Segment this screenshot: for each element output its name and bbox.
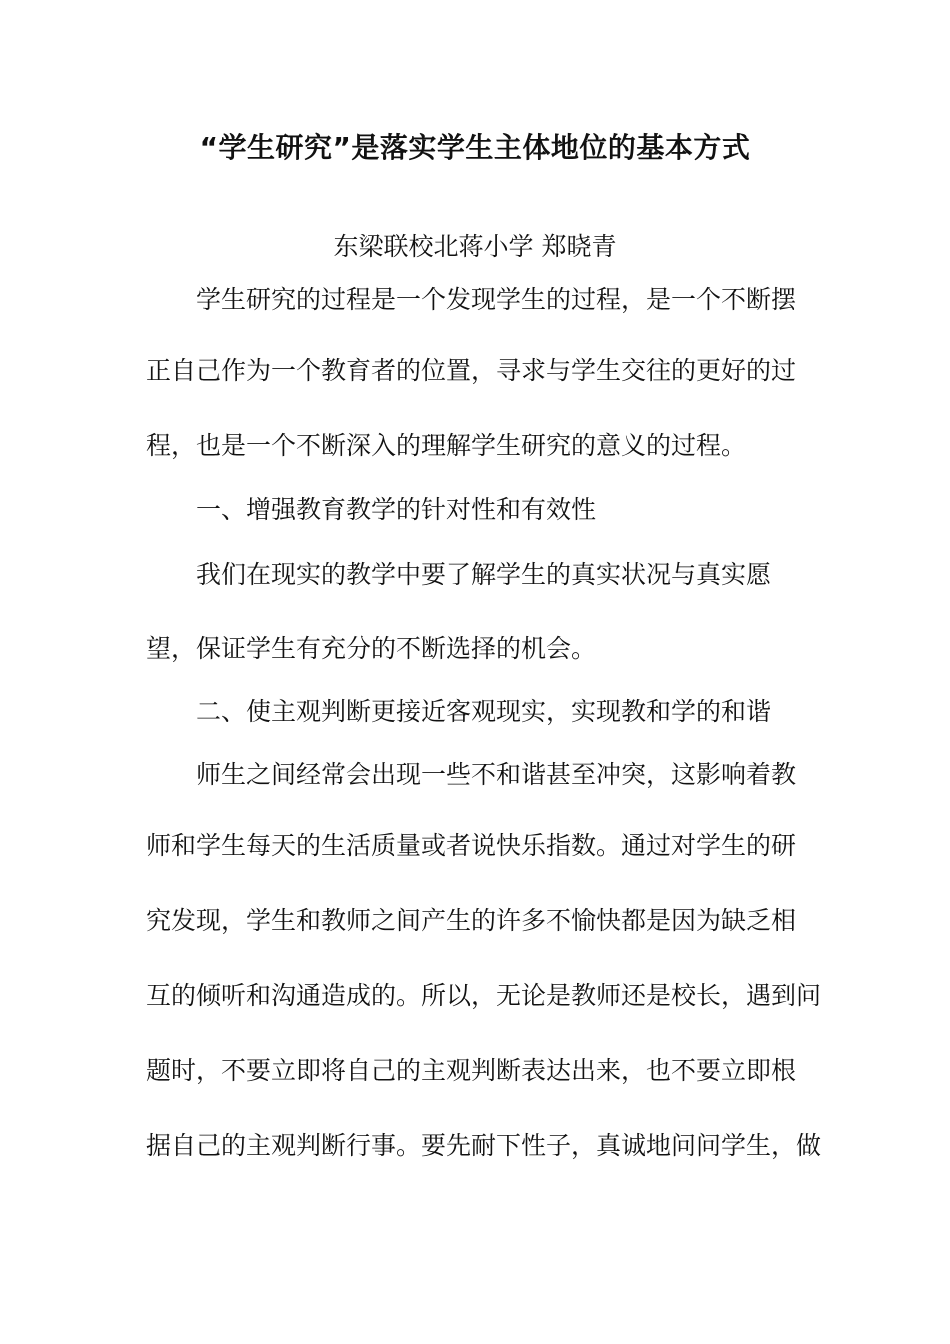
paragraph-line: 望，保证学生有充分的不断选择的机会。 <box>146 634 597 663</box>
paragraph-line: 我们在现实的教学中要了解学生的真实状况与真实愿 <box>196 560 772 589</box>
paragraph-line: 师生之间经常会出现一些不和谐甚至冲突，这影响着教 <box>196 760 797 789</box>
paragraph-line: 正自己作为一个教育者的位置，寻求与学生交往的更好的过 <box>146 356 797 385</box>
section-heading-2: 二、使主观判断更接近客观现实，实现教和学的和谐 <box>196 697 772 726</box>
author-byline: 东梁联校北蒋小学 郑晓青 <box>333 232 617 261</box>
paragraph-line: 据自己的主观判断行事。要先耐下性子，真诚地问问学生，做 <box>146 1131 822 1160</box>
paragraph-line: 师和学生每天的生活质量或者说快乐指数。通过对学生的研 <box>146 831 797 860</box>
section-heading-1: 一、增强教育教学的针对性和有效性 <box>196 495 597 524</box>
paragraph-line: 题时，不要立即将自己的主观判断表达出来，也不要立即根 <box>146 1056 797 1085</box>
paragraph-line: 程，也是一个不断深入的理解学生研究的意义的过程。 <box>146 431 747 460</box>
document-title: “学生研究”是落实学生主体地位的基本方式 <box>199 131 751 164</box>
paragraph-line: 互的倾听和沟通造成的。所以，无论是教师还是校长，遇到问 <box>146 981 822 1010</box>
paragraph-line: 学生研究的过程是一个发现学生的过程，是一个不断摆 <box>196 285 797 314</box>
paragraph-line: 究发现，学生和教师之间产生的许多不愉快都是因为缺乏相 <box>146 906 797 935</box>
